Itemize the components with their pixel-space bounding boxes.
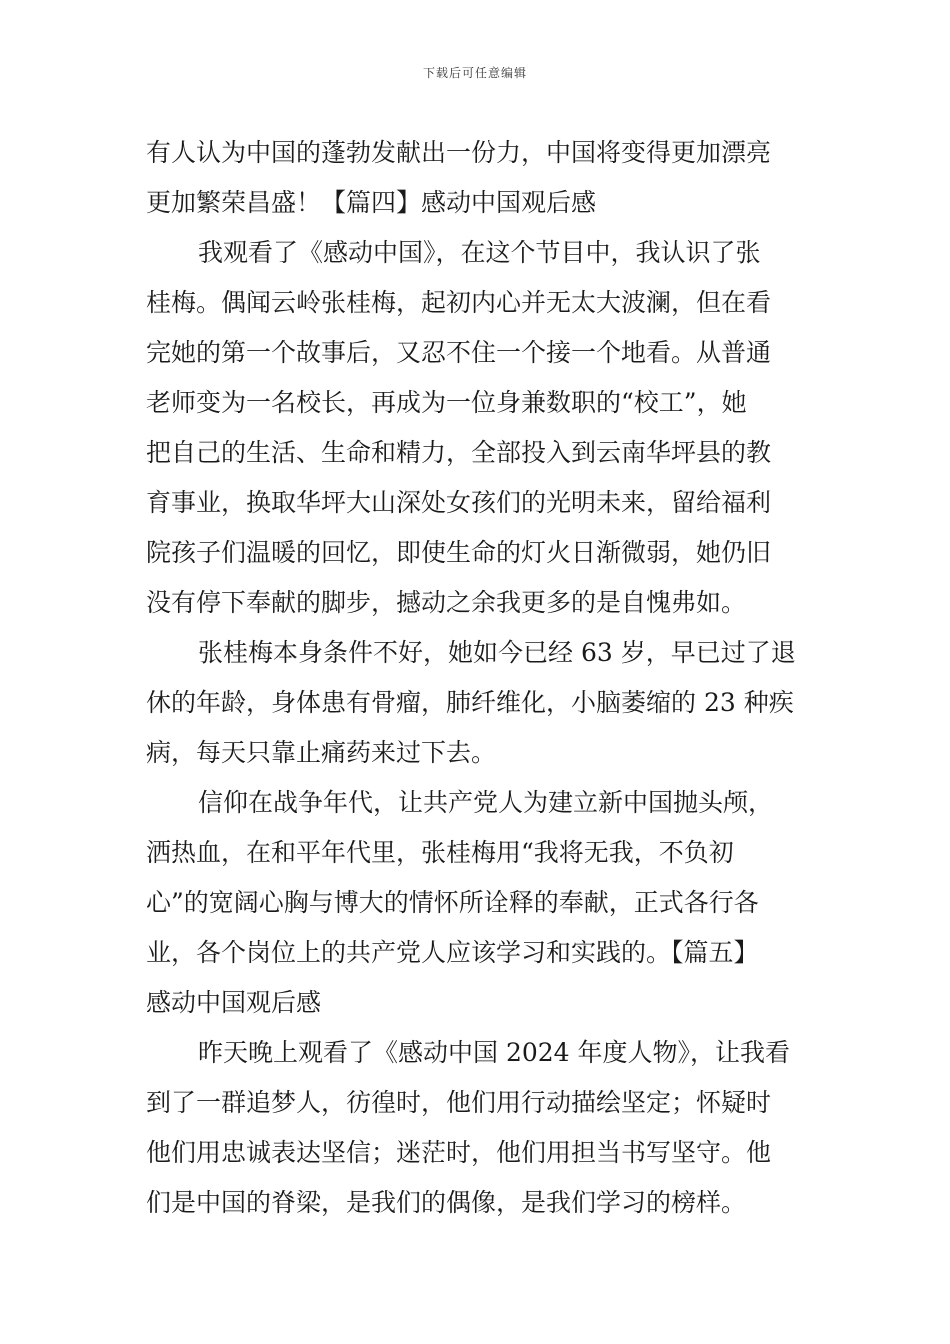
text-line: 感动中国观后感 <box>146 988 322 1017</box>
text-line: 信仰在战争年代，让共产党人为建立新中国抛头颅， <box>198 788 774 817</box>
document-body <box>146 128 806 1228</box>
text-line: 老师变为一名校长，再成为一位身兼数职的“校工”，她 <box>146 388 747 417</box>
text-line: 桂梅。偶闻云岭张桂梅，起初内心并无太大波澜，但在看 <box>146 288 772 317</box>
text-line: 把自己的生活、生命和精力，全部投入到云南华坪县的教 <box>146 438 772 467</box>
text-line: 休的年龄，身体患有骨瘤，肺纤维化，小脑萎缩的 23 种疾 <box>146 688 794 717</box>
text-line: 心”的宽阔心胸与博大的情怀所诠释的奉献，正式各行各 <box>146 888 759 917</box>
text-line: 病，每天只靠止痛药来过下去。 <box>146 738 497 767</box>
text-line: 更加繁荣昌盛！【篇四】感动中国观后感 <box>146 188 597 217</box>
page-header: 下载后可任意编辑 <box>422 66 527 80</box>
text-line: 到了一群追梦人，彷徨时，他们用行动描绘坚定；怀疑时 <box>146 1088 772 1117</box>
text-line: 们是中国的脊梁，是我们的偶像，是我们学习的榜样。 <box>146 1188 747 1217</box>
text-line: 有人认为中国的蓬勃发献出一份力，中国将变得更加漂亮 <box>146 138 772 167</box>
text-line: 昨天晚上观看了《感动中国 2024 年度人物》，让我看 <box>198 1038 791 1067</box>
text-line: 院孩子们温暖的回忆，即使生命的灯火日渐微弱，她仍旧 <box>146 538 772 567</box>
text-line: 完她的第一个故事后，又忍不住一个接一个地看。从普通 <box>146 338 772 367</box>
text-line: 业，各个岗位上的共产党人应该学习和实践的。【篇五】 <box>146 938 759 967</box>
text-line: 我观看了《感动中国》，在这个节目中，我认识了张 <box>198 238 761 267</box>
text-line: 洒热血，在和平年代里，张桂梅用“我将无我，不负初 <box>146 838 734 867</box>
text-line: 张桂梅本身条件不好，她如今已经 63 岁，早已过了退 <box>198 638 796 667</box>
text-line: 没有停下奉献的脚步，撼动之余我更多的是自愧弗如。 <box>146 588 747 617</box>
text-line: 育事业，换取华坪大山深处女孩们的光明未来，留给福利 <box>146 488 772 517</box>
text-line: 他们用忠诚表达坚信；迷茫时，他们用担当书写坚守。他 <box>146 1138 772 1167</box>
